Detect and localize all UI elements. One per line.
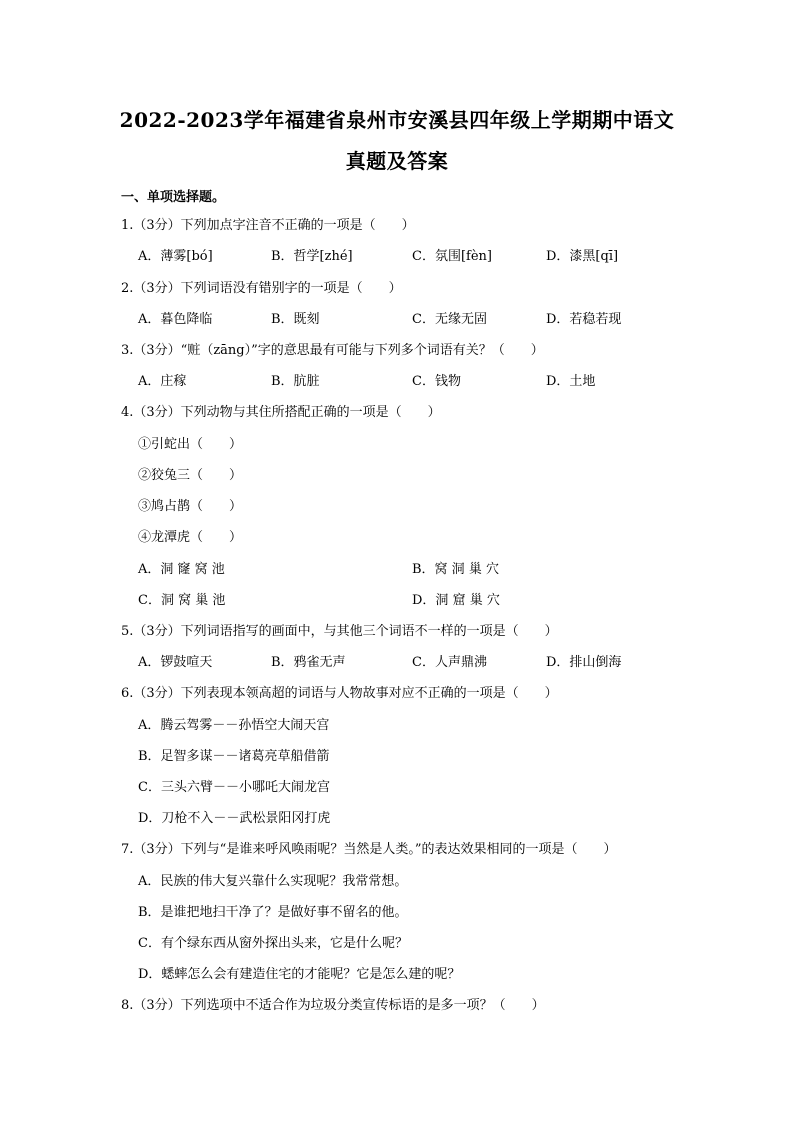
section-heading: 一、单项选择题。: [121, 190, 226, 205]
question-2-stem: 2.（3分）下列词语没有错别字的一项是（ ）: [121, 281, 402, 296]
question-1-option-c: C．氛围[fèn]: [412, 249, 492, 264]
document-title-line1: 2022-2023学年福建省泉州市安溪县四年级上学期期中语文: [119, 108, 675, 132]
question-4-option-b: B．窝 洞 巢 穴: [412, 562, 499, 577]
question-5-option-a: A．锣鼓喧天: [138, 655, 213, 670]
question-3-stem: 3.（3分）“赃（zāng）”字的意思最有可能与下列多个词语有关？（ ）: [121, 343, 544, 358]
question-2-option-d: D．若稳若现: [546, 312, 622, 327]
question-2-option-b: B．既刻: [271, 312, 320, 327]
question-3-option-c: C．钱物: [412, 374, 461, 389]
question-4-subitem-4: ④龙潭虎（ ）: [138, 530, 243, 545]
question-8-stem: 8.（3分）下列选项中不适合作为垃圾分类宣传标语的是多一项？（ ）: [121, 998, 545, 1013]
question-1-option-a: A．薄雾[bó]: [138, 249, 213, 264]
document-title-line2: 真题及答案: [345, 149, 449, 173]
question-4-subitem-1: ①引蛇出（ ）: [138, 437, 243, 452]
question-4-option-c: C．洞 窝 巢 池: [138, 593, 226, 608]
question-3-option-b: B．肮脏: [271, 374, 320, 389]
question-6-option-c: C．三头六臂－－小哪吒大闹龙宫: [138, 780, 330, 795]
question-5-stem: 5.（3分）下列词语指写的画面中，与其他三个词语不一样的一项是（ ）: [121, 624, 558, 639]
question-1-option-b: B．哲学[zhé]: [271, 249, 353, 264]
question-4-subitem-2: ②狡兔三（ ）: [138, 468, 243, 483]
question-4-subitem-3: ③鸠占鹊（ ）: [138, 499, 243, 514]
question-5-option-d: D．排山倒海: [546, 655, 622, 670]
question-2-option-c: C．无缘无固: [412, 312, 487, 327]
question-6-stem: 6.（3分）下列表现本领高超的词语与人物故事对应不正确的一项是（ ）: [121, 686, 558, 701]
question-7-option-c: C．有个绿东西从窗外探出头来，它是什么呢？: [138, 936, 408, 951]
question-7-option-d: D．蟋蟀怎么会有建造住宅的才能呢？它是怎么建的呢？: [138, 967, 461, 982]
question-6-option-b: B．足智多谋－－诸葛亮草船借箭: [138, 749, 330, 764]
question-7-stem: 7.（3分）下列与“是谁来呼风唤雨呢？当然是人类。”的表达效果相同的一项是（ ）: [121, 842, 617, 857]
question-6-option-d: D．刀枪不入－－武松景阳冈打虎: [138, 811, 331, 826]
question-4-option-a: A．洞 窿 窝 池: [138, 562, 225, 577]
question-7-option-b: B．是谁把地扫干净了？是做好事不留名的他。: [138, 905, 408, 920]
question-3-option-a: A．庄稼: [138, 374, 187, 389]
question-5-option-b: B．鸦雀无声: [271, 655, 346, 670]
question-1-stem: 1.（3分）下列加点字注音不正确的一项是（ ）: [121, 218, 415, 233]
question-7-option-a: A．民族的伟大复兴靠什么实现呢？我常常想。: [138, 874, 408, 889]
question-6-option-a: A．腾云驾雾－－孙悟空大闹天宫: [138, 718, 330, 733]
question-3-option-d: D．土地: [546, 374, 596, 389]
question-5-option-c: C．人声鼎沸: [412, 655, 487, 670]
question-4-option-d: D．洞 窟 巢 穴: [412, 593, 500, 608]
question-2-option-a: A．暮色降临: [138, 312, 213, 327]
question-1-option-d: D．漆黑[qī]: [546, 249, 619, 264]
question-4-stem: 4.（3分）下列动物与其住所搭配正确的一项是（ ）: [121, 405, 441, 420]
